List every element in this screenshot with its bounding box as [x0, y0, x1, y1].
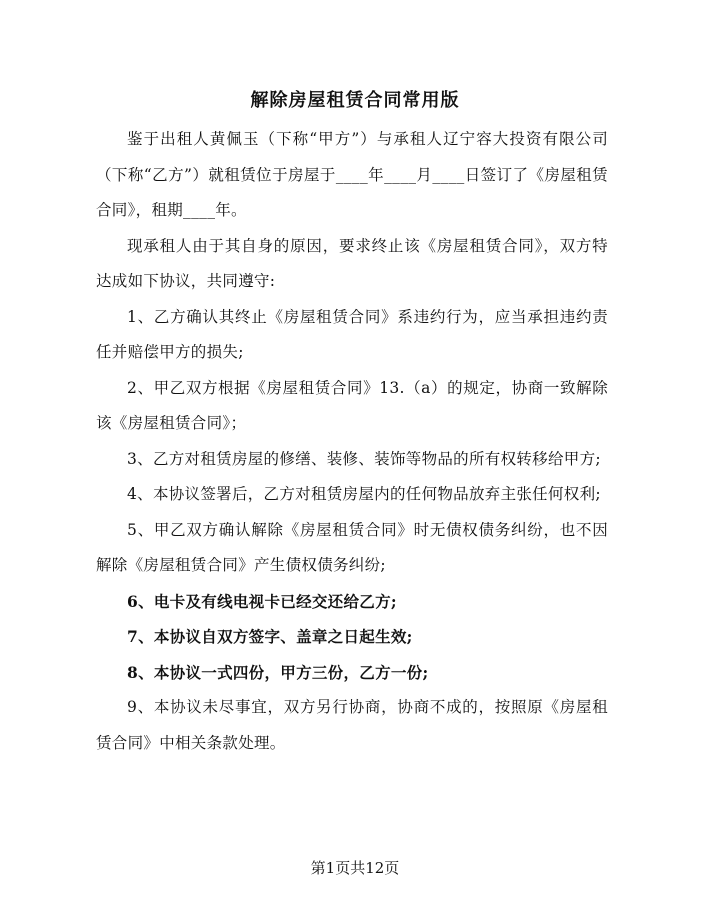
paragraph-reason: 现承租人由于其自身的原因，要求终止该《房屋租赁合同》，双方特达成如下协议，共同遵守: [96, 236, 608, 290]
page-number: 第1页共12页 [310, 859, 400, 877]
clause-4: 4、本协议签署后，乙方对租赁房屋内的任何物品放弃主张任何权利; [127, 485, 601, 503]
clause-6: 6、电卡及有线电视卡已经交还给乙方; [127, 591, 397, 611]
clause-1: 1、乙方确认其终止《房屋租赁合同》系违约行为，应当承担违约责任并赔偿甲方的损失; [96, 307, 608, 361]
clause-2: 2、甲乙双方根据《房屋租赁合同》13.（a）的规定，协商一致解除该《房屋租赁合同》； [96, 378, 608, 432]
clause-3: 3、乙方对租赁房屋的修缮、装修、装饰等物品的所有权转移给甲方; [127, 449, 601, 468]
clause-5: 5、甲乙双方确认解除《房屋租赁合同》时无债权债务纠纷，也不因解除《房屋租赁合同》产生债权债务纠纷; [96, 520, 608, 574]
clause-9: 9、本协议未尽事宜，双方另行协商，协商不成的，按照原《房屋租赁合同》中相关条款处理。 [96, 698, 608, 752]
paragraph-preamble: 鉴于出租人黄佩玉（下称“甲方”）与承租人辽宁容大投资有限公司（下称“乙方”）就租赁位于房屋于____年____月____日签订了《房屋租赁合同》，租期____年。 [96, 130, 608, 219]
clause-8: 8、本协议一式四份，甲方三份，乙方一份; [127, 662, 429, 682]
document-body [96, 122, 608, 761]
page-title: 解除房屋租赁合同常用版 [250, 90, 460, 111]
clause-7: 7、本协议自双方签字、盖章之日起生效; [127, 627, 413, 646]
